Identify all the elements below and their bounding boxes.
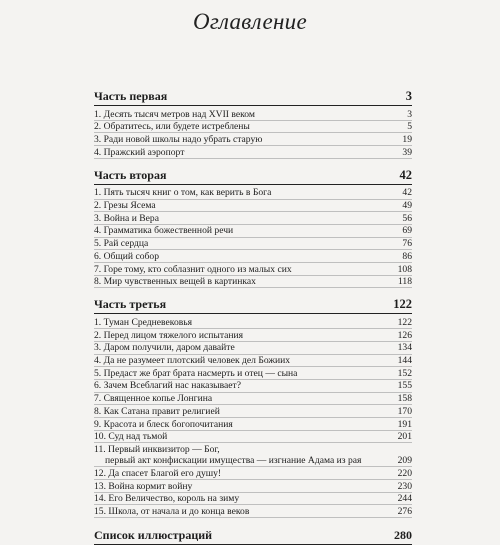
part-heading bbox=[94, 298, 412, 314]
chapter-title: 9. Красота и блеск богопочитания bbox=[94, 418, 233, 430]
chapter-page: 152 bbox=[397, 367, 412, 379]
chapter-page: 3 bbox=[407, 108, 412, 120]
chapter-entry[interactable] bbox=[94, 380, 412, 393]
chapter-title: 8. Мир чувственных вещей в картинках bbox=[94, 276, 256, 288]
chapter-title: 2. Обратитесь, или будете истреблены bbox=[94, 121, 250, 133]
chapter-entry[interactable] bbox=[94, 121, 412, 134]
chapter-title: 2. Перед лицом тяжелого испытания bbox=[94, 329, 244, 341]
chapter-title: 5. Рай сердца bbox=[94, 238, 149, 250]
part-page: 3 bbox=[405, 89, 412, 103]
chapter-entry[interactable] bbox=[94, 393, 412, 406]
illustrations-title: Список иллюстраций bbox=[94, 528, 213, 543]
chapter-page: 39 bbox=[402, 146, 412, 158]
chapter-page: 134 bbox=[397, 342, 412, 354]
chapter-entry[interactable] bbox=[94, 225, 412, 238]
chapter-entry[interactable] bbox=[94, 250, 412, 263]
chapter-entry[interactable] bbox=[94, 418, 412, 431]
chapter-entry[interactable] bbox=[94, 405, 412, 418]
chapter-entry[interactable] bbox=[94, 493, 412, 506]
chapter-page: 42 bbox=[402, 187, 412, 199]
chapter-entry[interactable] bbox=[94, 212, 412, 225]
chapter-title: 12. Да спасет Благой его душу! bbox=[94, 467, 222, 479]
chapter-list bbox=[94, 316, 412, 518]
chapter-entry[interactable] bbox=[94, 342, 412, 355]
chapter-title: 13. Война кормит войну bbox=[94, 480, 193, 492]
chapter-entry[interactable] bbox=[94, 431, 412, 444]
chapter-page: 244 bbox=[397, 493, 412, 505]
chapter-page: 126 bbox=[397, 329, 412, 341]
chapter-title: 6. Общий собор bbox=[94, 250, 159, 262]
chapter-page: 19 bbox=[402, 133, 412, 145]
chapter-page: 158 bbox=[397, 393, 412, 405]
chapter-title: 6. Зачем Всеблагий нас наказывает? bbox=[94, 380, 241, 392]
part-page: 122 bbox=[393, 297, 412, 312]
page-title: Оглавление bbox=[192, 9, 307, 34]
chapter-page: 201 bbox=[397, 431, 412, 443]
chapter-title: 15. Школа, от начала и до конца веков bbox=[94, 505, 250, 517]
chapter-entry[interactable] bbox=[94, 238, 412, 251]
chapter-page: 118 bbox=[397, 276, 412, 288]
part-title: Часть вторая bbox=[94, 167, 167, 182]
part-title: Часть первая bbox=[94, 89, 168, 103]
part-page: 42 bbox=[399, 167, 412, 182]
chapter-page: 56 bbox=[402, 212, 412, 224]
chapter-title: 5. Предаст же брат брата насмерть и отец — сына bbox=[94, 367, 298, 379]
chapter-list bbox=[94, 108, 412, 159]
chapter-page: 191 bbox=[397, 418, 412, 430]
part-heading bbox=[94, 169, 412, 185]
chapter-page: 122 bbox=[397, 316, 412, 328]
chapter-entry[interactable] bbox=[94, 329, 412, 342]
chapter-page: 170 bbox=[397, 405, 412, 417]
chapter-entry[interactable] bbox=[94, 200, 412, 213]
part-3 bbox=[94, 298, 412, 518]
chapter-title: 3. Даром получили, даром давайте bbox=[94, 342, 235, 354]
illustrations-page: 280 bbox=[394, 528, 412, 543]
chapter-title: 4. Да не разумеет плотский человек дел Божиих bbox=[94, 355, 291, 367]
chapter-title: 3. Ради новой школы надо убрать старую bbox=[94, 133, 263, 145]
chapter-entry[interactable] bbox=[94, 467, 412, 480]
chapter-page: 69 bbox=[402, 225, 412, 237]
chapter-entry[interactable] bbox=[94, 355, 412, 368]
chapter-entry[interactable] bbox=[94, 367, 412, 380]
table-of-contents bbox=[94, 90, 412, 545]
chapter-title: 1. Туман Средневековья bbox=[94, 316, 193, 328]
chapter-title: 7. Священное копье Лонгина bbox=[94, 393, 213, 405]
chapter-title: 14. Его Величество, король на зиму bbox=[94, 493, 240, 505]
chapter-list bbox=[94, 187, 412, 289]
chapter-entry[interactable] bbox=[94, 263, 412, 276]
chapter-page: 49 bbox=[402, 200, 412, 212]
chapter-title: 2. Грезы Ясема bbox=[94, 200, 156, 212]
chapter-title: 7. Горе тому, кто соблазнит одного из малых сих bbox=[94, 263, 292, 275]
chapter-page: 220 bbox=[397, 467, 412, 479]
chapter-title: 3. Война и Вера bbox=[94, 212, 159, 224]
chapter-title bbox=[94, 444, 390, 466]
chapter-title-line1: 11. Первый инквизитор — Бог, bbox=[94, 443, 220, 455]
chapter-page: 276 bbox=[397, 505, 412, 517]
chapter-entry[interactable] bbox=[94, 276, 412, 289]
part-1 bbox=[94, 90, 412, 159]
chapter-page: 5 bbox=[407, 121, 412, 133]
chapter-page: 230 bbox=[397, 480, 412, 492]
chapter-entry[interactable] bbox=[94, 480, 412, 493]
chapter-page: 108 bbox=[397, 263, 412, 275]
illustrations-heading[interactable] bbox=[94, 529, 412, 545]
chapter-entry[interactable] bbox=[94, 187, 412, 200]
chapter-page: 209 bbox=[397, 455, 412, 467]
chapter-title: 8. Как Сатана правит религией bbox=[94, 405, 220, 417]
chapter-entry[interactable] bbox=[94, 133, 412, 146]
chapter-title: 1. Пять тысяч книг о том, как верить в Бога bbox=[94, 187, 272, 199]
chapter-page: 144 bbox=[397, 355, 412, 367]
chapter-entry[interactable] bbox=[94, 505, 412, 518]
part-heading bbox=[94, 90, 412, 106]
chapter-entry[interactable] bbox=[94, 108, 412, 121]
chapter-entry[interactable] bbox=[94, 316, 412, 329]
chapter-entry[interactable] bbox=[94, 443, 412, 467]
chapter-title: 1. Десять тысяч метров над XVII веком bbox=[94, 108, 255, 120]
chapter-page: 155 bbox=[397, 380, 412, 392]
chapter-page: 86 bbox=[402, 250, 412, 262]
chapter-entry[interactable] bbox=[94, 146, 412, 159]
chapter-title: 4. Пражский аэропорт bbox=[94, 146, 185, 158]
chapter-title: 4. Грамматика божественной речи bbox=[94, 225, 234, 237]
part-2 bbox=[94, 169, 412, 289]
part-title: Часть третья bbox=[94, 297, 167, 312]
chapter-title-line2: первый акт конфискации имущества — изгнание Адама из рая bbox=[105, 455, 362, 467]
chapter-title: 10. Суд над тьмой bbox=[94, 431, 168, 443]
chapter-page: 76 bbox=[402, 238, 412, 250]
